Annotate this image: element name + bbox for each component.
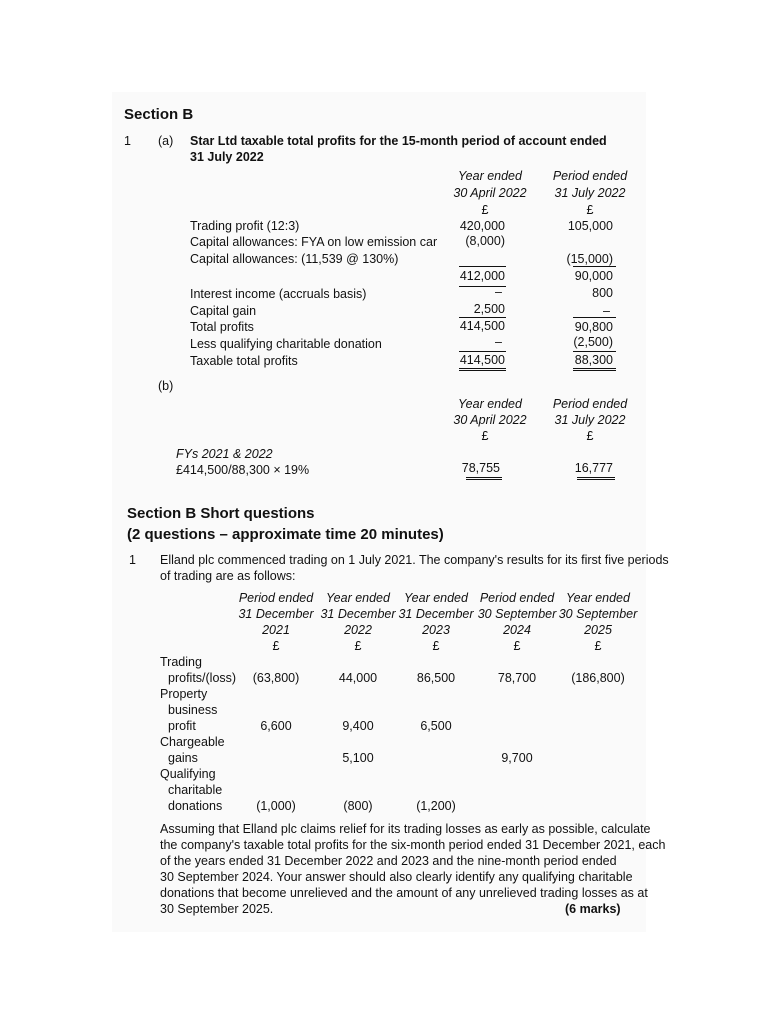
total-double-rule (466, 477, 502, 480)
gains-value: 5,100 (342, 751, 374, 765)
row-value-col2: 105,000 (567, 219, 613, 233)
subtotal-rule (573, 317, 616, 318)
b-col2-header-l2: 31 July 2022 (554, 413, 626, 427)
row-value-col2: 800 (592, 286, 613, 300)
donations-label-l1: Qualifying (160, 767, 216, 781)
b-col1-header-l1: Year ended (458, 397, 522, 411)
row-value-col1: – (495, 285, 502, 299)
col2-header-l1: Period ended (552, 169, 628, 183)
period-col-header-currency: £ (272, 639, 280, 653)
donation-value: (1,000) (256, 799, 296, 813)
row-label: Less qualifying charitable donation (190, 337, 382, 351)
gains-label-l2: gains (168, 751, 198, 765)
period-col-header-l1: Period ended (238, 591, 314, 605)
row-label: Taxable total profits (190, 354, 298, 368)
question-number: 1 (124, 134, 131, 148)
period-col-header-l1: Year ended (326, 591, 390, 605)
period-col-header-l3: 2025 (584, 623, 612, 637)
property-value: 6,600 (260, 719, 292, 733)
property-value: 6,500 (420, 719, 452, 733)
property-label-l3: profit (168, 719, 196, 733)
row-label: Capital allowances: FYA on low emission car (190, 235, 438, 249)
period-col-header-l1: Period ended (479, 591, 555, 605)
b-col1-header-currency: £ (481, 429, 489, 443)
row-value-col1: 2,500 (473, 302, 505, 316)
total-double-rule (573, 368, 616, 371)
donation-value: (800) (343, 799, 373, 813)
short-questions-heading: Section B Short questions (127, 505, 315, 522)
question-paragraph-line: donations that become unrelieved and the amount of any unrelieved trading losses as at (160, 886, 648, 900)
trading-label-l2: profits/(loss) (168, 671, 237, 685)
intro-line2: of trading are as follows: (160, 569, 296, 583)
period-col-header-l2: 31 December (238, 607, 314, 621)
trading-value: (63,800) (252, 671, 300, 685)
subtotal-rule (573, 351, 616, 352)
period-col-header-currency: £ (354, 639, 362, 653)
row-value-col2: (15,000) (566, 252, 613, 266)
part-a-title-line2: 31 July 2022 (190, 150, 264, 164)
subtotal-rule (459, 266, 506, 267)
period-col-header-currency: £ (594, 639, 602, 653)
period-col-header-l3: 2024 (503, 623, 531, 637)
row-value-col1: 414,500 (459, 319, 505, 333)
b-value-col1: 78,755 (461, 461, 500, 475)
row-value-col1: 420,000 (459, 219, 505, 233)
b-col2-header-currency: £ (586, 429, 594, 443)
short-questions-subheading: (2 questions – approximate time 20 minutes) (127, 526, 444, 543)
period-col-header-l3: 2023 (422, 623, 450, 637)
question-paragraph-line: of the years ended 31 December 2022 and 2023 and the nine-month period ended (160, 854, 617, 868)
period-col-header-l2: 31 December (398, 607, 474, 621)
row-value-col2: – (603, 304, 610, 318)
trading-value: 78,700 (497, 671, 537, 685)
period-col-header-l2: 30 September (558, 607, 638, 621)
period-col-header-l1: Year ended (566, 591, 630, 605)
gains-value: 9,700 (501, 751, 533, 765)
row-label: Total profits (190, 320, 254, 334)
property-label-l2: business (168, 703, 218, 717)
b-fy-label: FYs 2021 & 2022 (176, 447, 273, 461)
row-label: Capital allowances: (11,539 @ 130%) (190, 252, 399, 266)
row-value-col2: 90,800 (574, 320, 613, 334)
total-double-rule (577, 477, 615, 480)
intro-line1: Elland plc commenced trading on 1 July 2021. The company's results for its first five periods (160, 553, 669, 567)
row-value-col2: 90,000 (574, 269, 613, 283)
gains-label-l1: Chargeable (160, 735, 225, 749)
col2-header-currency: £ (586, 203, 594, 217)
period-col-header-currency: £ (513, 639, 521, 653)
row-value-col1: 414,500 (459, 353, 505, 367)
col2-header-l2: 31 July 2022 (554, 186, 626, 200)
col1-header-l2: 30 April 2022 (453, 186, 527, 200)
row-value-col1: (8,000) (465, 234, 505, 248)
row-value-col1: – (495, 335, 502, 349)
row-value-col2: 88,300 (574, 353, 613, 367)
section-b-heading: Section B (124, 106, 194, 123)
period-col-header-l3: 2022 (344, 623, 372, 637)
period-col-header-l1: Year ended (404, 591, 468, 605)
period-col-header-currency: £ (432, 639, 440, 653)
part-a-label: (a) (158, 134, 174, 148)
b-col2-header-l1: Period ended (552, 397, 628, 411)
donations-label-l3: donations (168, 799, 223, 813)
b-calc-label: £414,500/88,300 × 19% (176, 463, 310, 477)
trading-value: (186,800) (571, 671, 625, 685)
marks-label: (6 marks) (565, 902, 621, 916)
period-col-header-l3: 2021 (262, 623, 290, 637)
period-col-header-l2: 31 December (320, 607, 396, 621)
property-label-l1: Property (160, 687, 208, 701)
b-col1-header-l2: 30 April 2022 (453, 413, 527, 427)
part-b-label: (b) (158, 379, 174, 393)
row-label: Capital gain (190, 304, 257, 318)
row-label: Interest income (accruals basis) (190, 287, 367, 301)
trading-label-l1: Trading (160, 655, 202, 669)
question-paragraph-line: Assuming that Elland plc claims relief for its trading losses as early as possible, calculate (160, 822, 651, 836)
row-value-col2: (2,500) (573, 335, 613, 349)
question-paragraph-line: 30 September 2025. (160, 902, 274, 916)
part-a-title-line1: Star Ltd taxable total profits for the 15-month period of account ended (190, 134, 607, 148)
question-paragraph-line: 30 September 2024. Your answer should also clearly identify any qualifying charitable (160, 870, 633, 884)
row-label: Trading profit (12:3) (190, 219, 300, 233)
total-double-rule (459, 368, 506, 371)
property-value: 9,400 (342, 719, 374, 733)
question-number: 1 (129, 553, 136, 567)
row-value-col1: 412,000 (459, 269, 505, 283)
subtotal-rule (573, 266, 616, 267)
trading-value: 44,000 (338, 671, 378, 685)
col1-header-l1: Year ended (458, 169, 522, 183)
subtotal-rule (459, 351, 506, 352)
col1-header-currency: £ (481, 203, 489, 217)
b-value-col2: 16,777 (574, 461, 613, 475)
trading-value: 86,500 (416, 671, 456, 685)
donation-value: (1,200) (416, 799, 456, 813)
subtotal-rule (459, 317, 506, 318)
period-col-header-l2: 30 September (477, 607, 557, 621)
donations-label-l2: charitable (168, 783, 223, 797)
question-paragraph-line: the company's taxable total profits for the six-month period ended 31 December 2021, each (160, 838, 666, 852)
